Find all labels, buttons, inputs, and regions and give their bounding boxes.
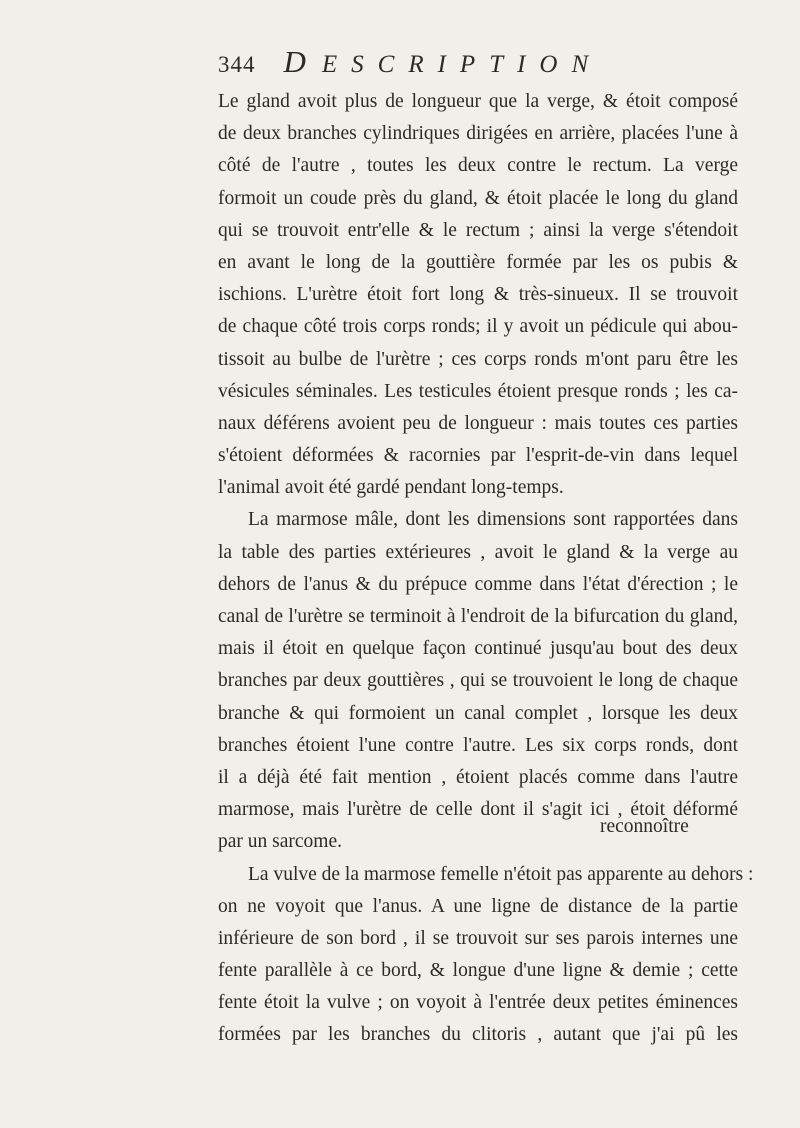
- text-line: qui se trouvoit entr'elle & le rectum ; ainsi la verge s'étendoit: [218, 219, 738, 241]
- text-line: ischions. L'urètre étoit fort long & très-sinueux. Il se trouvoit: [218, 284, 738, 306]
- text-line: vésicules séminales. Les testicules étoient presque ronds ; les ca-: [218, 380, 738, 402]
- text-line: Le gland avoit plus de longueur que la verge, & étoit composé: [218, 91, 738, 112]
- text-line: côté de l'autre , toutes les deux contre le rectum. La verge: [218, 155, 738, 177]
- text-line: de deux branches cylindriques dirigées en arrière, placées l'une à: [218, 123, 738, 145]
- page-header: [218, 44, 738, 86]
- text-line: la table des parties extérieures , avoit le gland & la verge au: [218, 541, 738, 563]
- text-line: La vulve de la marmose femelle n'étoit pas apparente au dehors :: [248, 863, 754, 885]
- text-line: dehors de l'anus & du prépuce comme dans l'état d'érection ; le: [218, 573, 738, 595]
- text-line: La marmose mâle, dont les dimensions sont rapportées dans: [248, 509, 738, 531]
- running-title-initial: D: [283, 44, 322, 79]
- text-line: branche & qui formoient un canal complet , lorsque les deux: [218, 702, 738, 724]
- text-line: en avant le long de la gouttière formée par les os pubis &: [218, 251, 738, 273]
- text-line: branches par deux gouttières , qui se trouvoient le long de chaque: [218, 670, 738, 692]
- text-line: tissoit au bulbe de l'urètre ; ces corps ronds m'ont paru être les: [218, 348, 738, 370]
- page-number: 344: [218, 52, 256, 77]
- text-line: fente parallèle à ce bord, & longue d'une ligne & demie ; cette: [218, 960, 738, 982]
- text-line: branches étoient l'une contre l'autre. Les six corps ronds, dont: [218, 734, 738, 756]
- text-line: de chaque côté trois corps ronds; il y avoit un pédicule qui abou-: [218, 316, 738, 338]
- text-line: par un sarcome.: [218, 831, 342, 853]
- text-line: formoit un coude près du gland, & étoit placée le long du gland: [218, 187, 738, 209]
- text-line: formées par les branches du clitoris , autant que j'ai pû les: [218, 1024, 738, 1046]
- body-text: [218, 86, 754, 1052]
- text-line: marmose, mais l'urètre de celle dont il s'agit ici , étoit déformé: [218, 799, 738, 821]
- running-title: [284, 44, 603, 80]
- text-line: on ne voyoit que l'anus. A une ligne de distance de la partie: [218, 895, 738, 917]
- text-line: canal de l'urètre se terminoit à l'endroit de la bifurcation du gland,: [218, 606, 738, 627]
- text-line: mais il étoit en quelque façon continué jusqu'au bout des deux: [218, 638, 738, 660]
- text-line: s'étoient déformées & racornies par l'esprit-de-vin dans lequel: [218, 445, 738, 467]
- running-title-rest: ESCRIPTION: [321, 51, 603, 78]
- text-line: l'animal avoit été gardé pendant long-temps.: [218, 477, 564, 499]
- text-line: il a déjà été fait mention , étoient placés comme dans l'autre: [218, 766, 738, 788]
- text-line: naux déférens avoient peu de longueur : mais toutes ces parties: [218, 412, 738, 434]
- catchword: reconnoître: [600, 816, 689, 837]
- text-line: inférieure de son bord , il se trouvoit sur ses parois internes une: [218, 927, 738, 949]
- text-line: fente étoit la vulve ; on voyoit à l'entrée deux petites éminences: [218, 992, 738, 1014]
